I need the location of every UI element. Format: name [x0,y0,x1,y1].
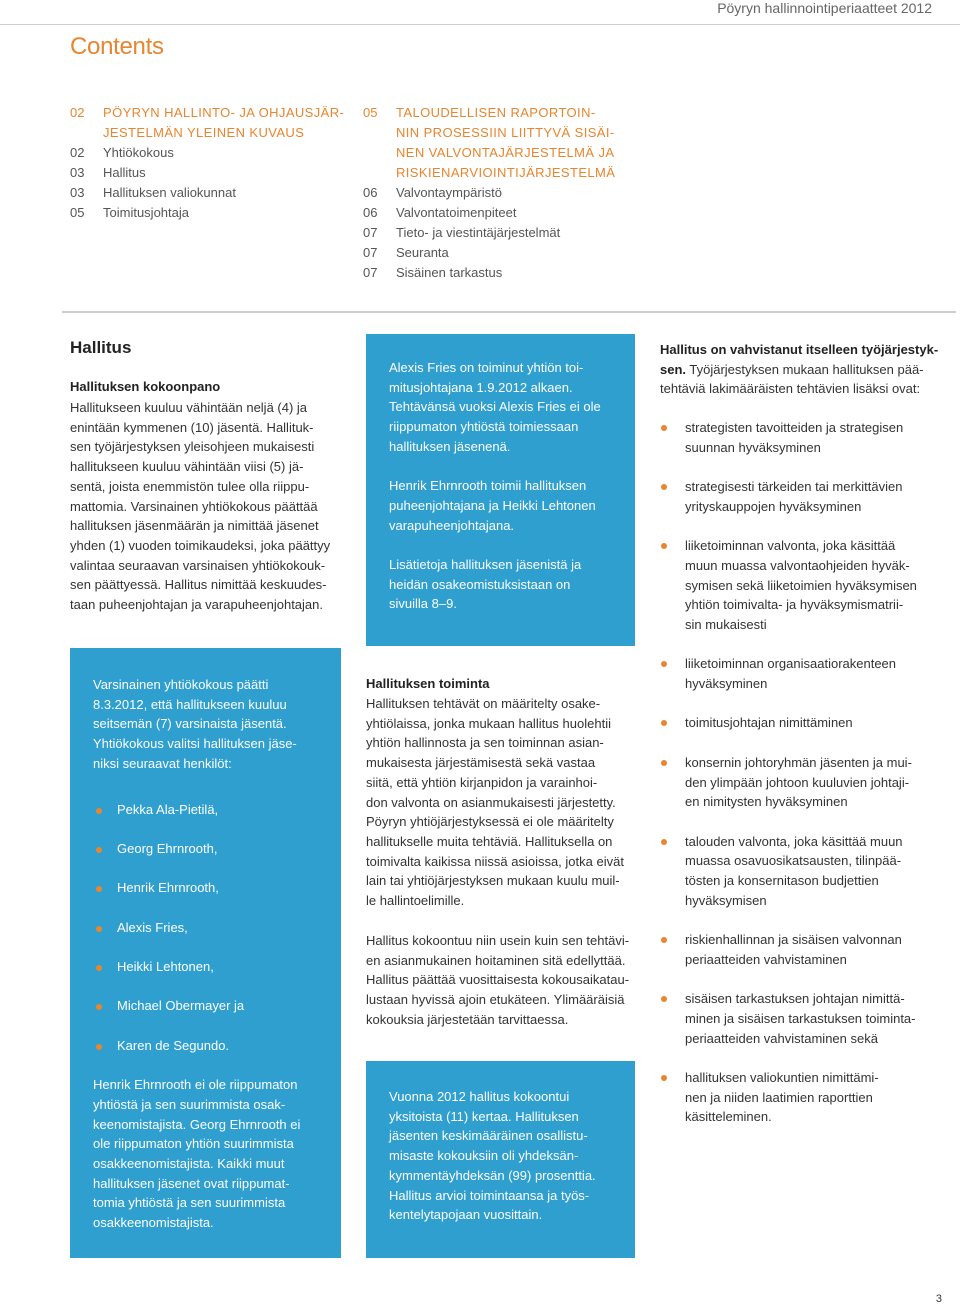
paragraph-line: Hallitus päättää vuosittaisesta kokousaikatau- [366,972,630,988]
subheading-kokoonpano: Hallituksen kokoonpano [70,379,221,394]
toc-page-number: 02 [70,145,85,160]
meetings-stats-text [366,1061,635,1225]
header-divider [0,24,960,25]
duty-list-item [660,536,950,635]
intro-line [660,360,950,380]
toc-entry-label: Valvontaympäristö [396,185,502,200]
paragraph-line: hallitukseen kuuluu vähintään viisi (5) jä- [70,459,304,475]
toc-page-number: 07 [363,245,378,260]
bullet-icon [661,484,667,490]
toc-entry [363,223,663,243]
paragraph-line: Pöyryn yhtiöjärjestyksessä ei ole määritelty [366,814,614,830]
toc-entry [70,163,350,183]
duty-text-line: minen ja sisäisen tarkastuksen toiminta- [685,1010,916,1026]
toc-entry-label: Hallitus [103,165,146,180]
board-member-name: Georg Ehrnrooth, [117,840,218,856]
toc-page-number: 07 [363,265,378,280]
paragraph-line: niksi seuraavat henkilöt: [93,755,232,771]
rules-of-procedure-intro [660,340,950,399]
toc-entry [70,143,350,163]
toc-page-number: 05 [70,205,85,220]
paragraph-line: lain tai yhtiöjärjestyksen mukaan kuulu muil- [366,873,620,889]
duty-text-line: talouden valvonta, joka käsittää muun [685,833,903,849]
bullet-icon [96,1044,102,1050]
toc-entry-label: Sisäinen tarkastus [396,265,503,280]
section-divider [62,311,956,313]
board-member-item [93,800,341,839]
ceo-info-text [366,334,635,614]
duty-text-line: hyväksyminen [685,676,768,692]
bullet-icon [96,965,102,971]
toc-entry-label: RISKIENARVIOINTIJÄRJESTELMÄ [396,165,616,180]
bullet-icon [96,847,102,853]
paragraph-line: yhtiölaissa, jonka mukaan hallitus huolehtii [366,715,611,731]
toc-entry-label: Hallituksen valiokunnat [103,185,236,200]
duty-list-item [660,989,950,1048]
board-members-box [70,648,341,1258]
paragraph-line: Vuonna 2012 hallitus kokoontui [389,1089,570,1104]
paragraph-line: hallitukselle muita tehtäviä. Hallituksella on [366,833,613,849]
paragraph-line: siitä, että yhtiön kirjanpidon ja varainhoi- [366,774,598,790]
toc-page-number: 06 [363,185,378,200]
independence-text [93,1075,341,1233]
duty-text-line: periaatteiden vahvistaminen sekä [685,1030,878,1046]
duty-text-line: yhtiön toimivalta- ja hyväksymismatrii- [685,597,904,613]
paragraph-line: osakkeenomistajista. [93,1215,214,1231]
duty-text-line: liiketoiminnan organisaatiorakenteen [685,656,897,672]
toc-entry-label: Valvontatoimenpiteet [396,205,517,220]
paragraph-line: keenomistajista. Georg Ehrnrooth ei [93,1116,301,1132]
running-header: Pöyryn hallinnointiperiaatteet 2012 [717,0,932,16]
board-members-list [93,800,341,1076]
board-duties-list [660,418,950,1147]
toc-page-number [363,163,396,183]
toc-page-number [363,123,396,143]
paragraph-line: sentä, joista enemmistön tulee olla riippu- [70,478,310,494]
paragraph-line: hallituksen jäsenet ovat riippumat- [93,1175,290,1191]
duty-list-item [660,418,950,457]
paragraph-line: kentelytapojaan vuosittain. [389,1207,543,1223]
toc-entry [363,103,663,123]
board-member-name: Pekka Ala-Pietilä, [117,801,219,817]
toc-entry-label: PÖYRYN HALLINTO- JA OHJAUSJÄR- [103,105,345,120]
duty-text-line: symisen sekä liiketoimien hyväksymisen [685,577,917,593]
paragraph-line: toimivalta kaikissa niissä asioissa, jotka eivät [366,853,624,869]
toc-entry-label: TALOUDELLISEN RAPORTOIN- [396,105,596,120]
paragraph-line: Alexis Fries on toiminut yhtiön toi- [389,360,584,375]
paragraph-line: puheenjohtajana ja Heikki Lehtonen [389,497,596,513]
intro-bold-fragment: sen. [660,361,687,377]
duty-text-line: yrityskauppojen hyväksyminen [685,498,862,514]
toc-entry [363,243,663,263]
toc-page-number: 06 [363,205,378,220]
board-election-text [93,675,341,774]
duty-text-line: suunnan hyväksyminen [685,439,821,455]
bullet-icon [661,1075,667,1081]
toc-entry-label: NIN PROSESSIIN LIITTYVÄ SISÄI- [396,125,615,140]
contents-title: Contents [70,33,164,60]
toc-entry [363,263,663,283]
bullet-icon [661,425,667,431]
board-member-item [93,957,341,996]
paragraph-line: valintaa seuraavan varsinaisen yhtiökokouk- [70,557,326,573]
toc-entry-label: NEN VALVONTAJÄRJESTELMÄ JA [396,145,615,160]
paragraph-line: hallituksen jäsenmäärän ja nimittää jäsenet [70,518,319,534]
duty-list-item [660,713,950,733]
toc-entry [70,123,350,143]
duty-text-line: käsitteleminen. [685,1109,772,1125]
paragraph-line: yksitoista (11) kertaa. Hallituksen [389,1108,579,1124]
intro-fragment: Työjärjestyksen mukaan hallituksen pää- [686,361,924,377]
board-meetings-paragraph [366,931,651,1030]
toc-page-number: 07 [363,225,378,240]
board-duties-paragraph [366,694,646,911]
paragraph-line: mitusjohtajana 1.9.2012 alkaen. [389,379,573,395]
paragraph-line: Yhtiökokous valitsi hallituksen jäse- [93,736,297,752]
paragraph-line: yhtiöstä ja sen suurimmista osak- [93,1096,286,1112]
duty-text-line: hallituksen valiokuntien nimittämi- [685,1070,879,1086]
toc-entry [363,183,663,203]
toc-page-number [363,143,396,163]
duty-text-line: den ylimpään johtoon kuuluvien johtaji- [685,774,910,790]
bullet-icon [661,760,667,766]
paragraph-line: sen työjärjestyksen yleisohjeen mukaisesti [70,439,315,455]
subheading-toiminta: Hallituksen toiminta [366,676,490,691]
toc-entry [70,183,350,203]
paragraph-line: tomia yhtiöstä ja sen suurimmista [93,1195,286,1211]
intro-line: tehtäviä lakimääräisten tehtävien lisäksi ovat: [660,381,921,397]
board-member-item [93,1036,341,1075]
paragraph-line: lustaan hyvissä ajoin etukäteen. Ylimääräisiä [366,992,625,1008]
toc-entry [363,203,663,223]
bullet-icon [96,886,102,892]
board-member-item [93,839,341,878]
paragraph-line: kymmentäyhdeksän (99) prosenttia. [389,1167,596,1183]
toc-entry-label: Toimitusjohtaja [103,205,189,220]
paragraph-line: yhden (1) vuoden toimikaudeksi, joka päättyy [70,537,331,553]
duty-text-line: muun muassa valvontaohjeiden hyväk- [685,557,910,573]
board-member-name: Karen de Segundo. [117,1037,230,1053]
box-paragraph [389,358,635,457]
paragraph-line: sivuilla 8–9. [389,596,457,612]
board-member-item [93,918,341,957]
duty-text-line: nen ja niiden laatimien raporttien [685,1089,873,1105]
box-paragraph [389,1087,635,1225]
toc-entry-label: Tieto- ja viestintäjärjestelmät [396,225,561,240]
paragraph-line: sen päättyessä. Hallitus nimittää keskuudes- [70,577,327,593]
toc-entry [363,163,663,183]
duty-text-line: konsernin johtoryhmän jäsenten ja mui- [685,754,912,770]
paragraph-line: seitsemän (7) varsinaista jäsentä. [93,716,287,732]
duty-list-item [660,654,950,693]
box-paragraph [389,476,635,535]
duty-text-line: sisäisen tarkastuksen johtajan nimittä- [685,991,905,1007]
duty-text-line: muassa osavuosikatsausten, tilinpää- [685,853,902,869]
bullet-icon [661,543,667,549]
paragraph-line: 8.3.2012, että hallitukseen kuuluu [93,696,287,712]
ceo-info-box [366,334,635,646]
board-member-name: Alexis Fries, [117,919,188,935]
duty-text-line: tösten ja konsernitason budjettien [685,873,879,889]
toc-page-number: 02 [70,105,85,120]
duty-list-item [660,753,950,812]
toc-entry-label: JESTELMÄN YLEINEN KUVAUS [103,125,305,140]
duty-text-line: sin mukaisesti [685,617,767,632]
toc-entry-label: Yhtiökokous [103,145,174,160]
bullet-icon [96,1004,102,1010]
composition-paragraph [70,398,360,615]
paragraph-line: yhtiön hallinnosta ja sen toiminnan asian- [366,735,604,751]
toc-right-column [363,103,663,283]
paragraph-line: Henrik Ehrnrooth ei ole riippumaton [93,1077,298,1093]
paragraph-line: Henrik Ehrnrooth toimii hallituksen [389,478,587,494]
duty-text-line: periaatteiden vahvistaminen [685,951,847,967]
paragraph-line: mukaisesta järjestämisestä sekä vastaa [366,755,596,771]
board-member-name: Heikki Lehtonen, [117,959,214,975]
duty-list-item [660,930,950,969]
board-member-name: Michael Obermayer ja [117,998,245,1014]
duty-text-line: riskienhallinnan ja sisäisen valvonnan [685,932,902,948]
toc-page-number: 05 [363,105,378,120]
box-paragraph [389,555,635,614]
toc-page-number [70,123,103,143]
paragraph-line: Hallitus kokoontuu niin usein kuin sen tehtävi- [366,933,630,948]
bullet-icon [661,839,667,845]
paragraph-line: kokouksia järjestetään tarvittaessa. [366,1011,569,1027]
bullet-icon [661,937,667,943]
board-member-item [93,878,341,917]
meetings-stats-box [366,1061,635,1258]
paragraph-line: Varsinainen yhtiökokous päätti [93,677,269,692]
page-number: 3 [935,1293,942,1305]
paragraph-line: Hallitus arvioi toimintaansa ja työs- [389,1187,590,1203]
paragraph-line: Lisätietoja hallituksen jäsenistä ja [389,557,582,572]
paragraph-line: osakkeenomistajista. Kaikki muut [93,1156,285,1172]
paragraph-line: taan puheenjohtajan ja varapuheenjohtajan. [70,597,323,613]
paragraph-line: varapuheenjohtajana. [389,517,515,533]
paragraph-line: en asianmukainen hoitaminen sitä edellyttää. [366,952,626,968]
toc-page-number: 03 [70,185,85,200]
toc-page-number: 03 [70,165,85,180]
duty-list-item [660,477,950,516]
paragraph-line: riippumaton yhtiöstä toimiessaan [389,419,579,435]
toc-entry-label: Seuranta [396,245,449,260]
paragraph-line: mattomia. Varsinainen yhtiökokous päättää [70,498,318,514]
paragraph-line: misaste kokouksiin oli yhdeksän- [389,1148,579,1164]
paragraph-line: jäsenten keskimääräinen osallistu- [389,1128,588,1144]
paragraph-line: don valvonta on asianmukaisesti järjestetty. [366,794,616,810]
bullet-icon [661,720,667,726]
section-heading-hallitus: Hallitus [70,338,132,357]
duty-text-line: liiketoiminnan valvonta, joka käsittää [685,538,896,554]
board-member-name: Henrik Ehrnrooth, [117,880,219,896]
paragraph-line: heidän osakeomistuksistaan on [389,576,571,592]
intro-bold-line: Hallitus on vahvistanut itselleen työjärjestyk- [660,342,939,357]
toc-entry [70,203,350,223]
bullet-icon [96,926,102,932]
paragraph-line: Hallituksen tehtävät on määritelty osake- [366,696,601,711]
toc-left-column [70,103,350,223]
bullet-icon [96,808,102,814]
bullet-icon [661,661,667,667]
duty-list-item [660,832,950,911]
duty-list-item [660,1068,950,1127]
paragraph-line: ole riippumaton yhtiön suurimmista [93,1136,294,1152]
board-member-item [93,996,341,1035]
toc-entry [70,103,350,123]
paragraph-line: le hallintoelimille. [366,893,465,909]
duty-text-line: strategisesti tärkeiden tai merkittävien [685,479,903,495]
duty-text-line: en nimitysten hyväksyminen [685,794,848,810]
paragraph-line: Tehtävänsä vuoksi Alexis Fries ei ole [389,399,601,415]
duty-text-line: strategisten tavoitteiden ja strategisen [685,420,904,435]
toc-entry [363,143,663,163]
paragraph-line: Hallitukseen kuuluu vähintään neljä (4) ja [70,400,308,415]
toc-entry [363,123,663,143]
paragraph-line: enintään kymmenen (10) jäsentä. Hallituk- [70,419,314,435]
bullet-icon [661,996,667,1002]
duty-text-line: hyväksymisen [685,892,767,908]
paragraph-line: hallituksen jäsenenä. [389,438,511,454]
duty-text-line: toimitusjohtajan nimittäminen [685,715,853,731]
